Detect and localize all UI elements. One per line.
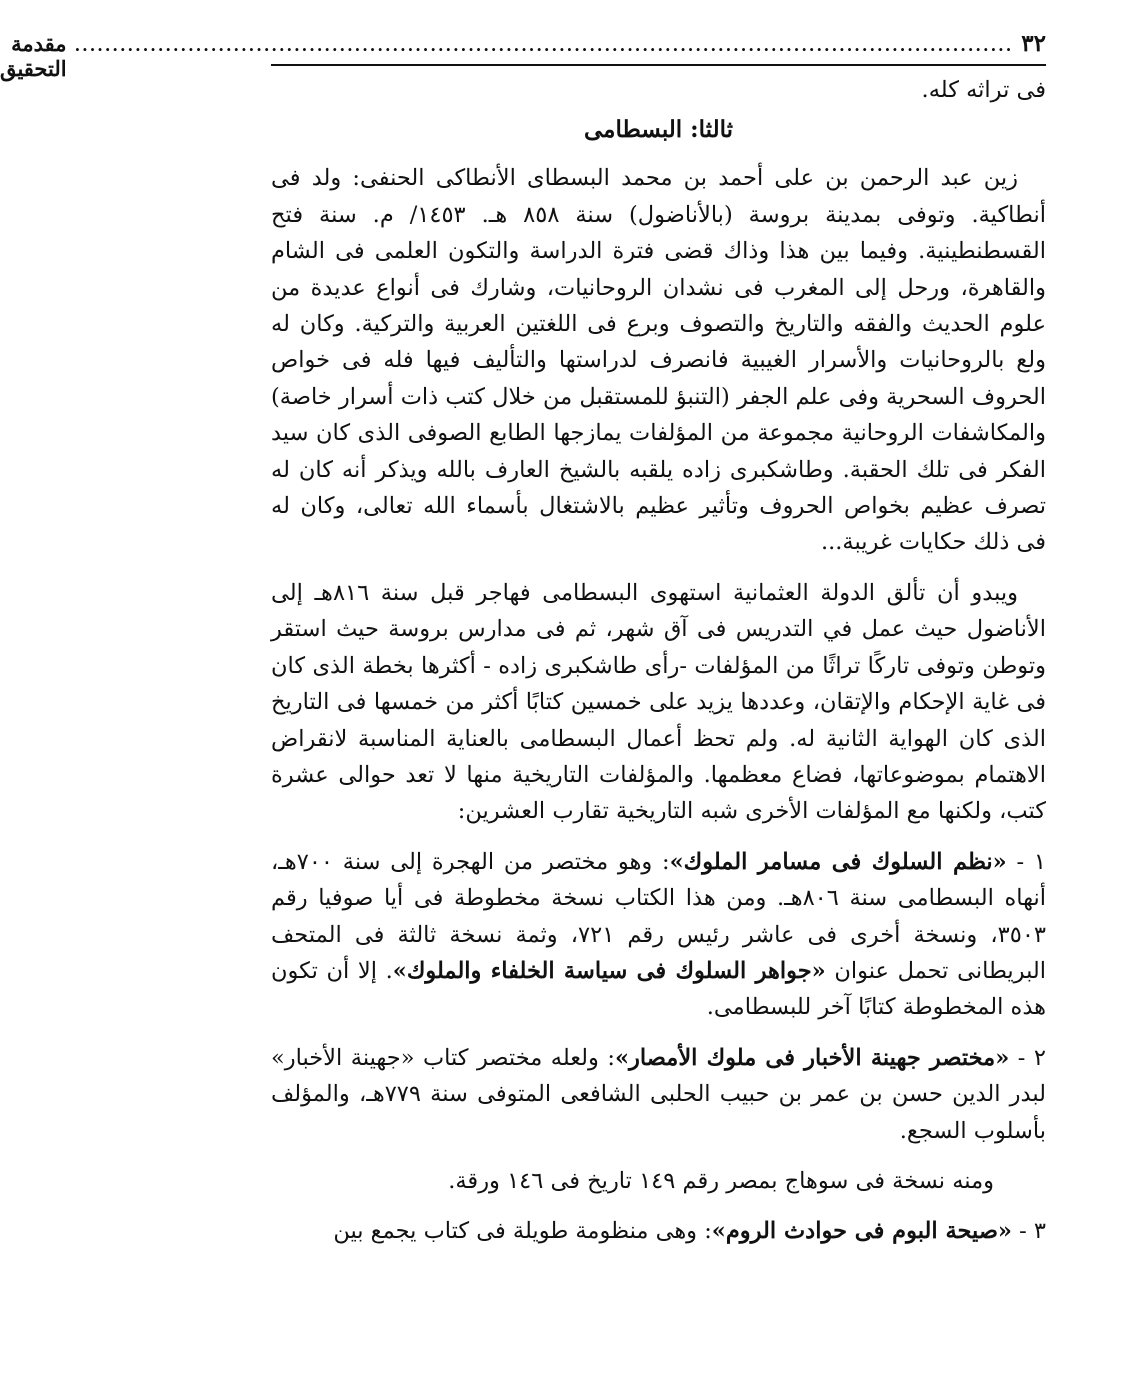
- book-title: «مختصر جهينة الأخبار فى ملوك الأمصار»: [614, 1044, 1010, 1071]
- item-text: . إلا أن تكون هذه المخطوطة كتابًا آخر للبسطامى.: [271, 957, 1046, 1021]
- book-title: «صيحة البوم فى حوادث الروم»: [711, 1218, 1012, 1245]
- running-head: [0, 30, 1046, 81]
- chapter-title: مقدمة التحقيق: [0, 31, 67, 81]
- item-text: : ولعله مختصر كتاب «جهينة الأخبار» لبدر الدين حسن بن عمر بن حبيب الحلبى الشافعى المتوفى سنة ٧٧٩هـ، والمؤلف بأسلوب السجع.: [271, 1044, 1046, 1144]
- item-number: ٣ -: [1011, 1218, 1046, 1245]
- paragraph-migration: ويبدو أن تألق الدولة العثمانية استهوى البسطامى فهاجر قبل سنة ٨١٦هـ إلى الأناضول حيث عمل في التدريس فى آق شهر، ثم فى مدارس بروسة حيث استقر وتوطن وتوفى تاركًا تراثًا من المؤلفات -رأى طاشكبرى زاده - أكثرها بخطة الذى كان فى غاية الإحكام والإتقان، وعددها يزيد على خمسين كتابًا أكثر من خمسها فى التاريخ الذى كان الهواية الثانية له. ولم تحظ أعمال البسطامى بالعناية المناسبة لانقراض الاهتمام بموضوعاتها، فضاع معظمها. والمؤلفات التاريخية منها لا تعد حوالى عشرة كتب، ولكنها مع المؤلفات الأخرى شبه التاريخية تقارب العشرين:: [271, 579, 1046, 825]
- page-number: ٣٢: [1021, 30, 1046, 57]
- alt-book-title: «جواهر السلوك فى سياسة الخلفاء والملوك»: [392, 957, 826, 984]
- book-title: «نظم السلوك فى مسامر الملوك»: [669, 848, 1007, 875]
- item-text: : وهو مختصر من الهجرة إلى سنة ٧٠٠هـ، أنهاه البسطامى سنة ٨٠٦هـ. ومن هذا الكتاب نسخة مخطوطة فى أيا صوفيا رقم ٣٥٠٣، ونسخة أخرى فى عاشر رئيس رقم ٧٢١، وثمة نسخة ثالثة فى المتحف البريطانى تحمل عنوان: [271, 848, 1046, 984]
- list-item-3: [271, 1213, 1046, 1249]
- section-heading: ثالثا: البسطامى: [583, 116, 734, 144]
- continuation-line: فى تراثه كله.: [921, 77, 1046, 103]
- book-page: [0, 30, 1046, 1250]
- paragraph-biography: زين عبد الرحمن بن على أحمد بن محمد البسطاى الأنطاكى الحنفى: ولد فى أنطاكية. وتوفى بمدينة بروسة (بالأناضول) سنة ٨٥٨ هـ. ١٤٥٣/ م. سنة فتح القسطنطينية. وفيما بين هذا وذاك قضى فترة الدراسة والتكون العلمى فى الشام والقاهرة، ورحل إلى المغرب فى نشدان الروحانيات، وشارك فى أنواع عديدة من علوم الحديث والفقه والتاريخ والتصوف وبرع فى اللغتين العربية والتركية. وكان له ولع بالروحانيات والأسرار الغيبية فانصرف لدراستها والتأليف فيها فله فى خواص الحروف السحرية وفى علم الجفر (التنبؤ للمستقبل من خلال كتب ذات أسرار خاصة) والمكاشفات الروحانية مجموعة من المؤلفات يمازجها الطابع الصوفى الذى كان سيد الفكر فى تلك الحقبة. وطاشكبرى زاده يلقبه بالشيخ العارف بالله ويذكر أنه كان له تصرف عظيم بخواص الحروف وتأثير عظيم بالاشتغال بأسماء الله تعالى، وكان له فى ذلك حكايات غريبة...: [271, 165, 1046, 556]
- item-number: ١ -: [1006, 848, 1046, 875]
- list-item-2: [271, 1040, 1046, 1149]
- manuscript-note: ومنه نسخة فى سوهاج بمصر رقم ١٤٩ تاريخ فى ١٤٦ ورقة.: [448, 1167, 994, 1194]
- item-number: ٢ -: [1009, 1044, 1046, 1071]
- header-leader-dots: ............................................................................................................................: [74, 36, 1014, 55]
- item-text: : وهى منظومة طويلة فى كتاب يجمع بين: [333, 1218, 712, 1245]
- list-item-1: [271, 844, 1046, 1026]
